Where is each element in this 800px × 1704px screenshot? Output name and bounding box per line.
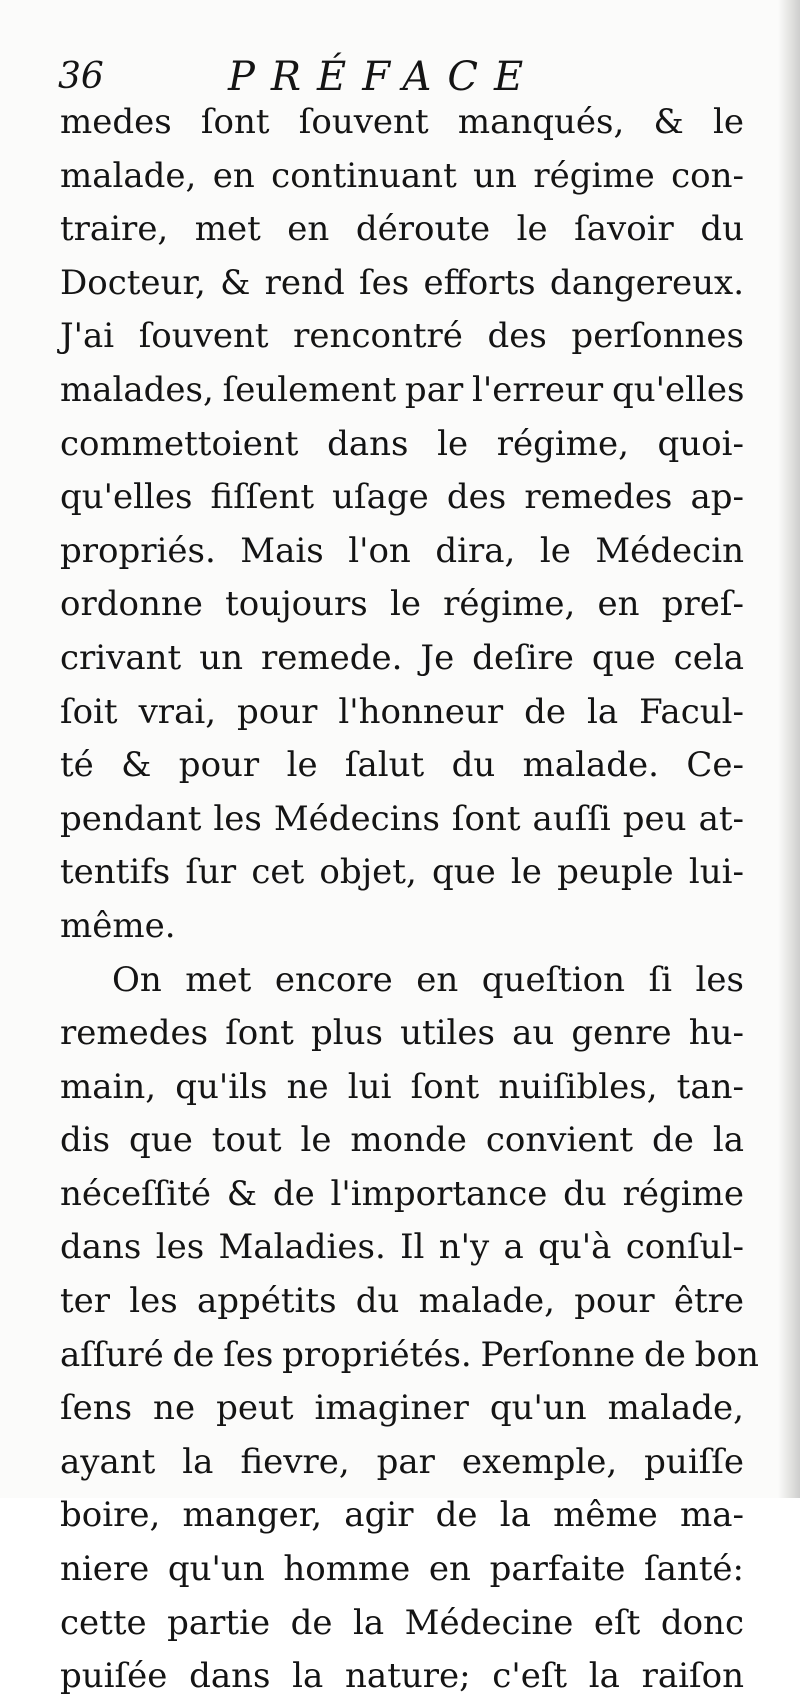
text-line: té & pour le ſalut du malade. Ce- — [60, 745, 744, 786]
text-line: ordonne toujours le régime, en preſ- — [60, 584, 744, 625]
text-line: qu'elles fiſſent uſage des remedes ap- — [60, 477, 744, 518]
text-line: ter les appétits du malade, pour être — [60, 1281, 744, 1322]
text-line: ayant la fievre, par exemple, puiſſe — [60, 1441, 744, 1482]
page-header — [58, 52, 738, 102]
text-line: tentifs ſur cet objet, que le peuple lui- — [60, 852, 744, 893]
text-line: ſoit vrai, pour l'honneur de la Facul- — [60, 691, 744, 732]
text-line: medes ſont ſouvent manqués, & le — [60, 102, 744, 142]
text-line: dans les Maladies. Il n'y a qu'à conſul- — [60, 1227, 744, 1268]
text-line: remedes ſont plus utiles au genre hu- — [60, 1013, 744, 1054]
text-line: pendant les Médecins ſont auſſi peu at- — [60, 798, 744, 839]
text-line: Docteur, & rend ſes efforts dangereux. — [60, 262, 744, 303]
text-line: malades, ſeulement par l'erreur qu'elles — [60, 369, 745, 410]
text-line: traire, met en déroute le ſavoir du — [60, 209, 744, 250]
text-line: main, qu'ils ne lui ſont nuiſibles, tan- — [60, 1066, 744, 1107]
text-line: propriés. Mais l'on dira, le Médecin — [60, 530, 744, 571]
paragraph-start-line: On met encore en queſtion ſi les — [112, 959, 744, 1000]
body-text — [60, 96, 759, 1704]
text-line: ſens ne peut imaginer qu'un malade, — [60, 1388, 744, 1429]
page-number: 36 — [58, 56, 104, 97]
page-edge-shadow — [778, 0, 800, 1498]
running-head: PRÉFACE — [228, 54, 540, 100]
text-line: néceſſité & de l'importance du régime — [60, 1173, 744, 1214]
text-line: même. — [60, 905, 176, 946]
text-line: cette partie de la Médecine eſt donc — [60, 1602, 744, 1643]
text-line: niere qu'un homme en parfaite ſanté: — [60, 1549, 744, 1590]
text-line: commettoient dans le régime, quoi- — [60, 423, 744, 464]
text-line: aſſuré de ſes propriétés. Perſonne de bon — [60, 1334, 759, 1375]
text-line: malade, en continuant un régime con- — [60, 155, 744, 196]
text-line: dis que tout le monde convient de la — [60, 1120, 744, 1161]
text-line: J'ai ſouvent rencontré des perſonnes — [60, 316, 744, 357]
text-line: boire, manger, agir de la même ma- — [60, 1495, 744, 1536]
text-line: puiſée dans la nature; c'eſt la raiſon — [60, 1656, 744, 1697]
text-line: crivant un remede. Je deſire que cela — [60, 637, 744, 678]
